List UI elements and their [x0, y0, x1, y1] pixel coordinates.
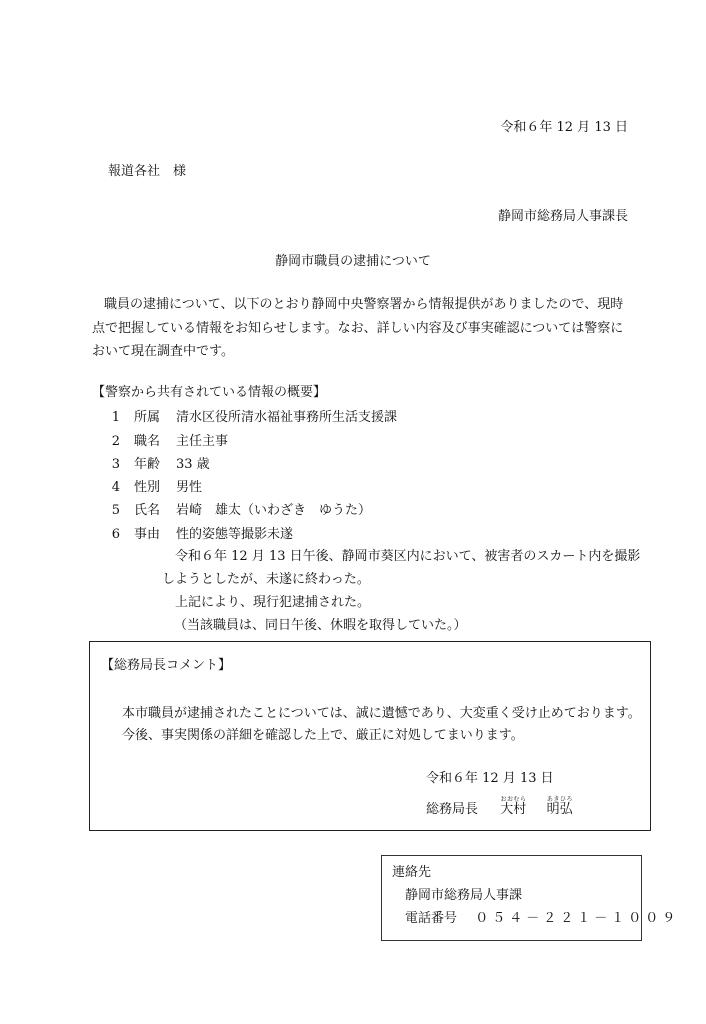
item-number: 4 [111, 480, 120, 495]
item-key: 性別 [134, 480, 161, 495]
signer-family-name: 大村おおむら [500, 796, 527, 817]
document-title: 静岡市職員の逮捕について [275, 254, 431, 269]
item-key: 年齢 [134, 457, 161, 472]
comment-heading: 【総務局長コメント】 [101, 658, 232, 673]
detail-line: 令和６年 12 月 13 日午後、静岡市葵区内において、被害者のスカート内を撮影 [175, 549, 641, 564]
item-value: 清水区役所清水福祉事務所生活支援課 [176, 410, 398, 425]
signer-role: 総務局長 [426, 802, 479, 817]
issue-date: 令和６年 12 月 13 日 [500, 120, 628, 135]
item-value: 性的姿態等撮影未遂 [176, 527, 294, 542]
recipient: 報道各社 様 [108, 164, 187, 179]
sender: 静岡市総務局人事課長 [497, 209, 628, 224]
comment-line: 今後、事実関係の詳細を確認した上で、厳正に対処してまいります。 [122, 728, 524, 743]
intro-line: 職員の逮捕について、以下のとおり静岡中央警察署から情報提供がありましたので、現時 [104, 297, 624, 312]
item-key: 事由 [134, 527, 161, 542]
item-value: 岩崎 雄太（いわざき ゆうた） [176, 503, 372, 518]
detail-line: 上記により、現行犯逮捕された。 [175, 595, 371, 610]
signer-given-name: 明弘あきひろ [546, 796, 573, 817]
item-number: 1 [111, 410, 120, 425]
detail-line: しようとしたが、未遂に終わった。 [162, 572, 370, 587]
comment-signature [426, 796, 573, 818]
item-number: 6 [111, 527, 120, 542]
item-key: 氏名 [134, 503, 161, 518]
item-key: 職名 [134, 434, 161, 449]
contact-phone [405, 911, 679, 927]
item-key: 所属 [134, 410, 161, 425]
detail-line: （当該職員は、同日午後、休暇を取得していた。） [174, 618, 467, 633]
item-value: 主任主事 [176, 434, 229, 449]
comment-date: 令和６年 12 月 13 日 [426, 771, 554, 786]
item-number: 2 [111, 434, 120, 449]
item-value: 33 歳 [176, 457, 210, 472]
item-number: 5 [111, 503, 120, 518]
item-value: 男性 [176, 480, 203, 495]
contact-dept: 静岡市総務局人事課 [405, 888, 523, 903]
intro-line: 点で把握している情報をお知らせします。なお、詳しい内容及び事実確認については警察に [92, 321, 624, 336]
contact-label: 連絡先 [392, 865, 432, 880]
section-heading: 【警察から共有されている情報の概要】 [92, 385, 327, 400]
phone-number: ０５４－２２１－１００９ [475, 911, 680, 926]
item-number: 3 [111, 457, 120, 472]
comment-line: 本市職員が逮捕されたことについては、誠に遺憾であり、大変重く受け止めております。 [122, 706, 641, 721]
phone-label: 電話番号 [405, 911, 458, 926]
intro-line: おいて現在調査中です。 [92, 344, 234, 359]
